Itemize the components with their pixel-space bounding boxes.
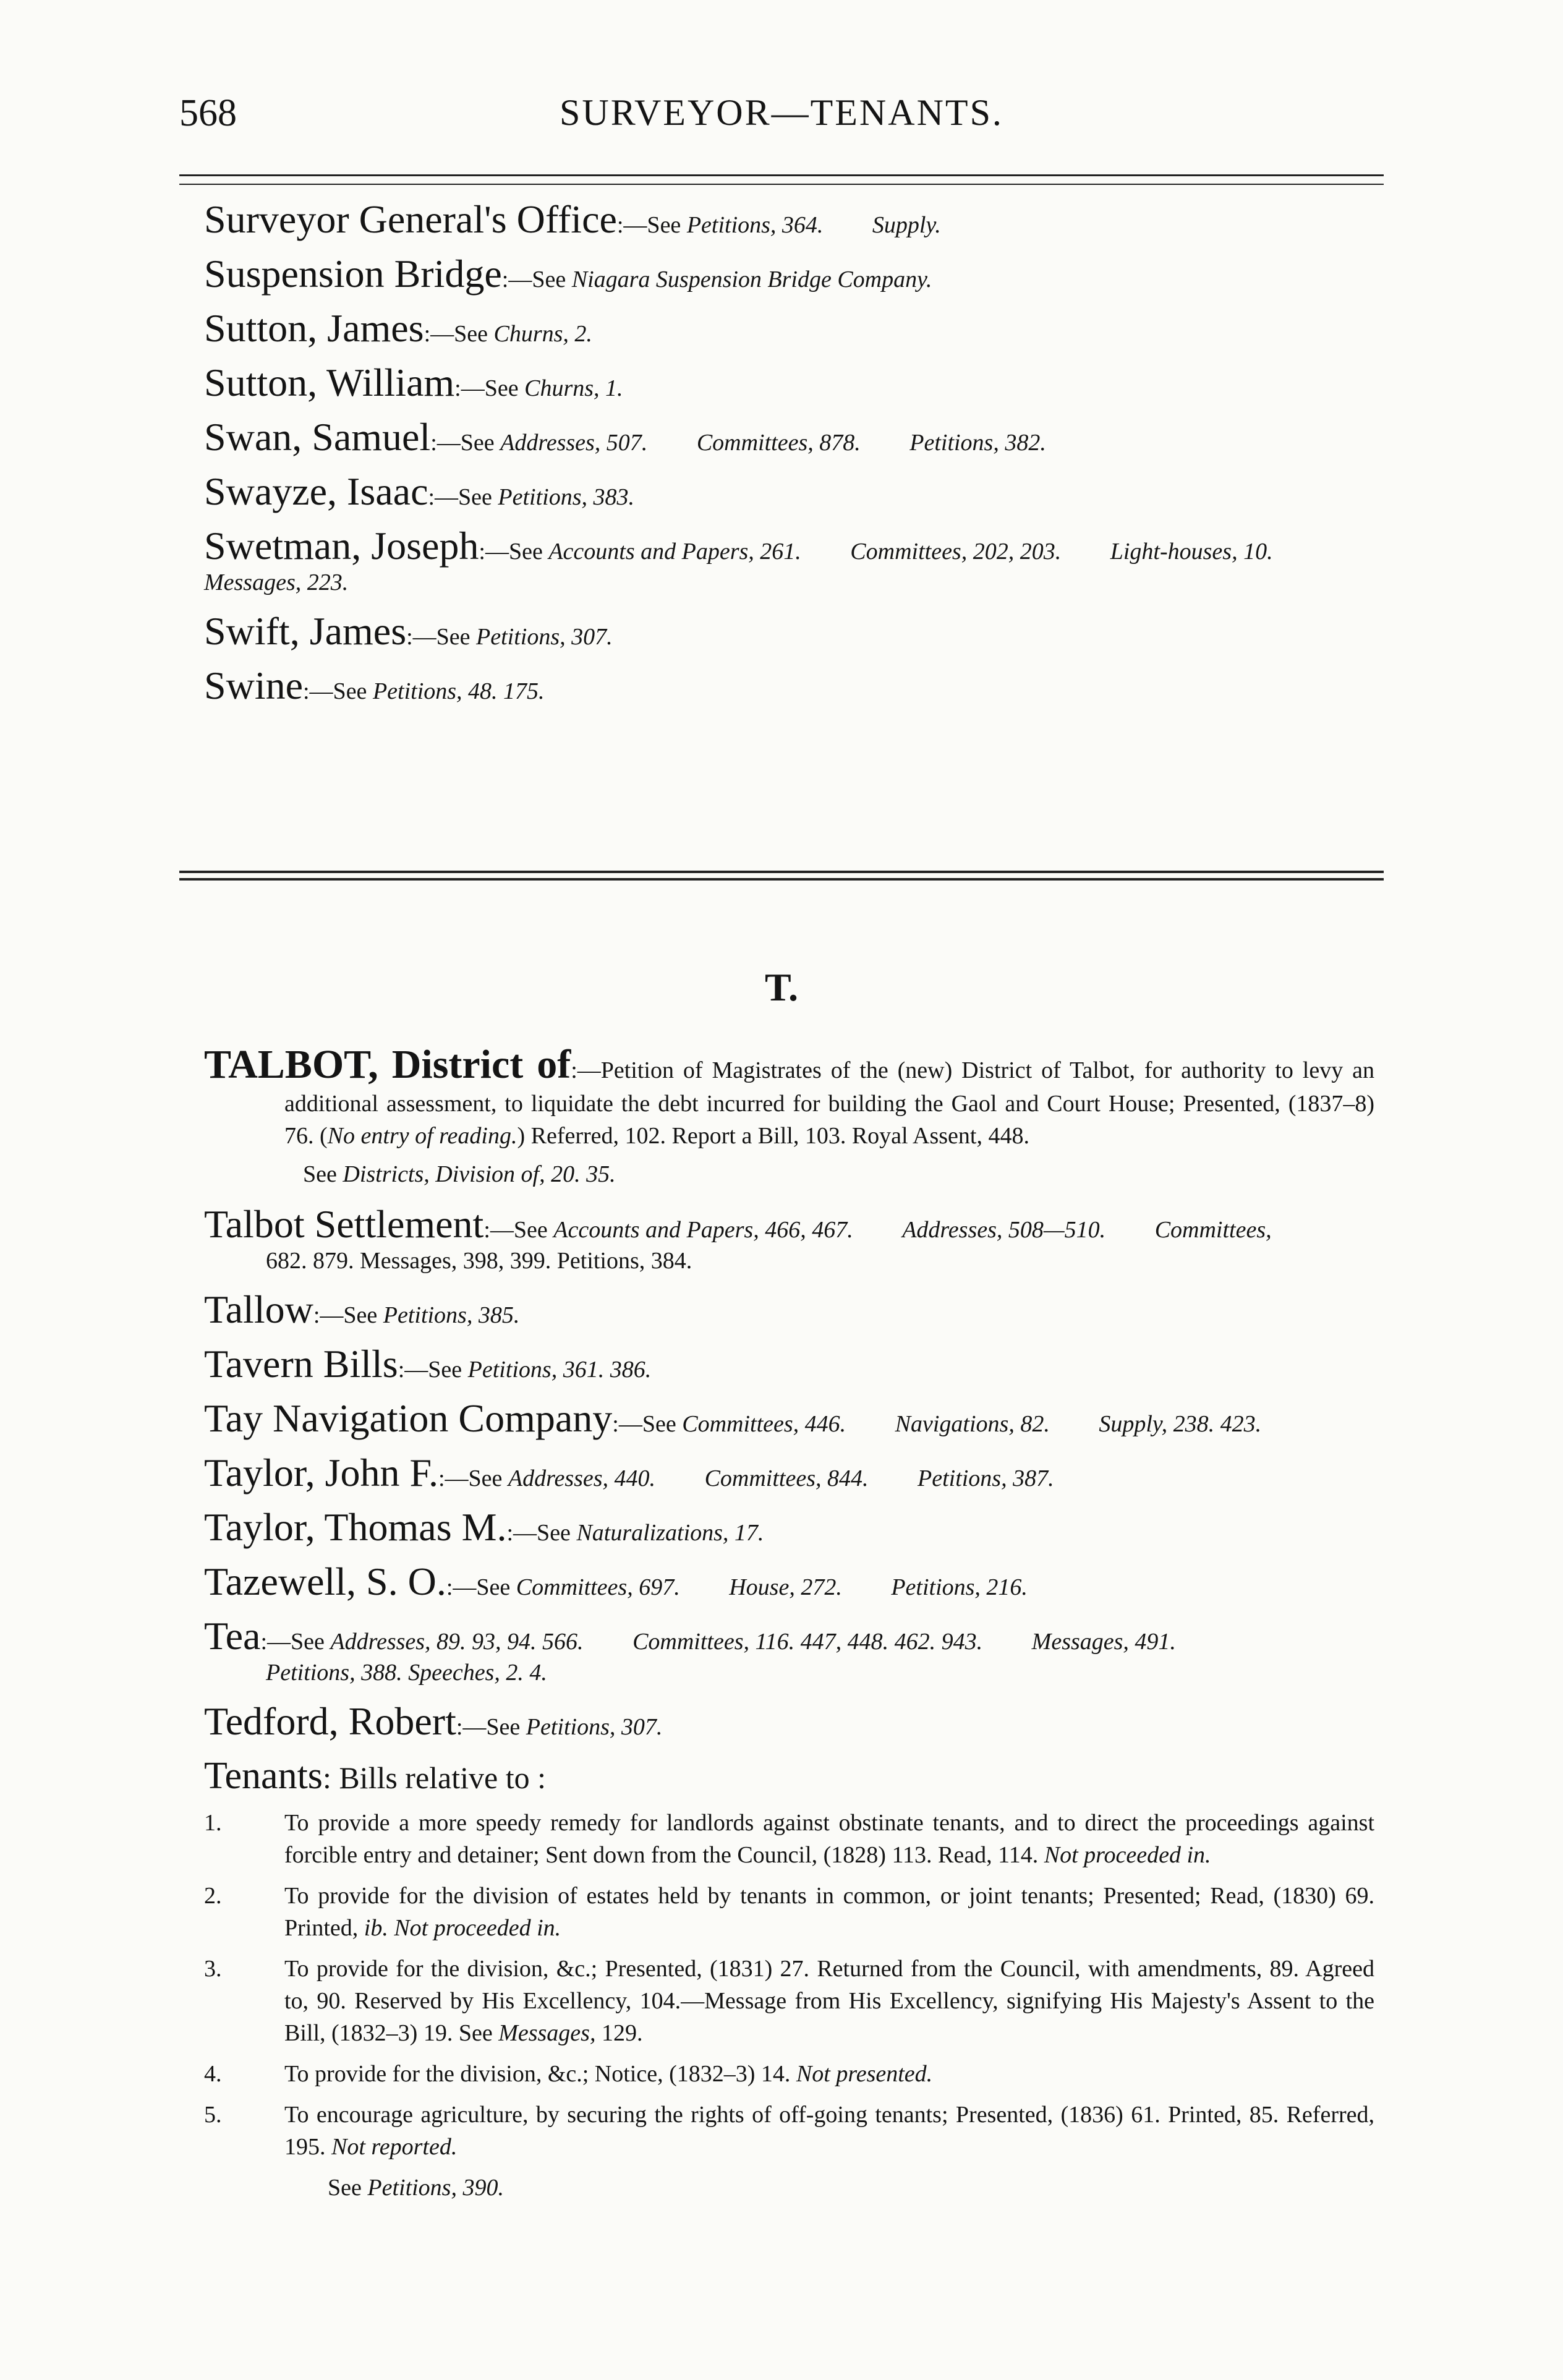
entry-ref: Petitions, 390. [367,2175,504,2201]
index-entry [204,1613,1374,1690]
see-label: :—See [438,1465,503,1491]
entry-head: Swine [204,663,303,707]
index-entry [204,1341,1374,1387]
index-entry [204,414,1374,460]
entry-text: ) Referred, 102. Report a Bill, 103. Royal Assent, 448. [517,1123,1029,1149]
see-label: :—See [398,1357,462,1383]
entry-ref: Petitions, 307. [526,1714,663,1740]
entry-ref: Petitions, 387. [918,1465,1054,1491]
bill-text: To provide for the division of estates held by tenants in common, or joint tenants; Presented; Read, (1830) 69. Printed, [284,1883,1374,1941]
bill-number: 4. [204,2061,222,2087]
tenants-entry-head [204,1753,1374,1801]
index-entry [204,305,1374,351]
bill-item [204,1880,1374,1944]
see-label: :—See [479,539,543,565]
entry-head: Swetman, Joseph [204,524,479,568]
entry-ref: Addresses, 440. [508,1465,656,1491]
bill-item [204,1953,1374,2049]
section-rule [179,871,1384,881]
entry-ref: Committees, 844. [704,1465,869,1491]
see-label: :—See [501,267,566,292]
index-entry [204,360,1374,406]
entry-ref: Supply. [872,212,941,238]
entry-head: Suspension Bridge [204,252,502,296]
entry-ref: House, 272. [729,1574,842,1600]
entry-ref: Addresses, 89. 93, 94. 566. [330,1629,584,1655]
index-entry [204,469,1374,514]
bill-italic: ib. Not proceeded in. [364,1915,561,1941]
see-label: See [328,2175,362,2201]
entry-ref: Messages, 491. [1031,1629,1176,1655]
see-label: :—See [616,212,681,238]
entry-head: Surveyor General's Office [204,197,617,241]
entry-ref: Petitions, 48. 175. [372,678,545,704]
bill-italic: Messages, [498,2020,596,2046]
letter-heading: T. [765,965,798,1009]
entry-ref: Petitions, 361. 386. [467,1357,652,1383]
entry-ref: Committees, 697. [516,1574,680,1600]
see-also-line [204,1158,1374,1190]
entry-ref: Petitions, 216. [891,1574,1028,1600]
page-number: 568 [179,92,237,134]
entry-head: Taylor, Thomas M. [204,1505,507,1549]
entry-continuation: 682. 879. Messages, 398, 399. Petitions, 384. [266,1248,692,1274]
entry-ref: Petitions, 383. [498,484,635,510]
entry-ref: Light-houses, 10. [1110,539,1273,565]
see-label: :—See [428,484,492,510]
see-label: :—See [424,321,488,347]
see-label: :—See [260,1629,325,1655]
entry-head: Swayze, Isaac [204,469,428,513]
entry-ref: Committees, [1154,1217,1272,1243]
see-label: :—See [612,1411,676,1437]
entries-t [204,1042,1374,2204]
entry-head: Swan, Samuel [204,415,431,459]
entry-ref: Committees, 202, 203. [850,539,1062,565]
see-label: :—See [406,624,471,650]
entry-ref: Committees, 878. [696,430,861,456]
entry-head: Tedford, Robert [204,1699,456,1743]
index-entry [204,251,1374,297]
entry-head: Tay Navigation Company [204,1396,613,1440]
index-entry [204,1450,1374,1496]
bill-text: To provide for the division, &c.; Presented, (1831) 27. Returned from the Council, with amendments, 89. Agreed to, 90. Reserved by His Excellency, 104.—Message from His Excellency, signifying His Majesty's Assent to the Bill, (1832–3) 19. See [284,1956,1374,2046]
entry-continuation: Messages, 223. [204,569,349,595]
entry-head: Taylor, John F. [204,1451,438,1495]
entry-head: Talbot Settlement [204,1202,484,1246]
entry-ref: Churns, 2. [493,321,592,347]
entry-ref: Addresses, 508—510. [902,1217,1106,1243]
entry-ref: Addresses, 507. [500,430,648,456]
index-entry [204,523,1374,600]
index-entry [204,1504,1374,1550]
index-entry [204,1201,1374,1278]
index-entry [204,608,1374,654]
bill-text: To encourage agriculture, by securing the rights of off-going tenants; Presented, (1836) 61. Printed, 85. Referred, 195. [284,2102,1374,2160]
see-label: :—See [430,430,495,456]
bill-item [204,1807,1374,1871]
see-also-line [204,2172,1374,2204]
entry-head: Tazewell, S. O. [204,1559,446,1603]
entry-ref: Accounts and Papers, 261. [548,539,801,565]
index-entry [204,197,1374,242]
entry-ref: Committees, 116. 447, 448. 462. 943. [632,1629,983,1655]
bill-tail: 129. [595,2020,643,2046]
see-label: See [303,1161,337,1187]
index-entry [204,1699,1374,1744]
bill-item [204,2099,1374,2163]
header-rule [179,174,1384,185]
bill-italic: Not proceeded in. [1044,1842,1211,1868]
entry-head: Tenants [204,1755,323,1797]
entry-text: :—Petition of Magistrates of the (new) District of Talbot, for authority to levy an additional assessment, to liquidate the debt incurred for building the Gaol and Court House; Presented, (1837–8) 76. ( [284,1057,1374,1149]
see-label: :—See [303,678,367,704]
bill-number: 5. [204,2102,222,2128]
entry-ref: Accounts and Papers, 466, 467. [553,1217,853,1243]
entry-ref: Petitions, 364. [686,212,824,238]
entry-italic: No entry of reading. [327,1123,517,1149]
entry-head: Sutton, William [204,360,455,404]
bill-number: 3. [204,1956,222,1982]
bill-italic: Not presented. [796,2061,933,2087]
entry-head: TALBOT, District of [204,1042,571,1087]
see-label: :—See [456,1714,521,1740]
entry-ref: Supply, 238. 423. [1099,1411,1262,1437]
see-label: :—See [446,1574,511,1600]
entry-head: Tallow [204,1287,313,1331]
entry-ref: Petitions, 382. [909,430,1046,456]
see-label: :—See [313,1302,378,1328]
index-entry [204,1287,1374,1333]
bill-text: To provide for the division, &c.; Notice, (1832–3) 14. [284,2061,796,2087]
entry-subhead: : Bills relative to : [322,1760,546,1795]
index-entry [204,663,1374,709]
entry-ref: Naturalizations, 17. [576,1520,764,1546]
entry-ref: Committees, 446. [682,1411,846,1437]
bill-item [204,2058,1374,2090]
entry-head: Swift, James [204,609,407,653]
entry-continuation: Petitions, 388. Speeches, 2. 4. [266,1660,547,1686]
bill-text: To provide a more speedy remedy for landlords against obstinate tenants, and to direct the proceedings against forcible entry and detainer; Sent down from the Council, (1828) 113. Read, 114. [284,1810,1374,1868]
entry-ref: Petitions, 307. [476,624,613,650]
bill-number: 1. [204,1810,222,1836]
index-entry [204,1559,1374,1605]
see-label: :—See [483,1217,548,1243]
index-entry [204,1396,1374,1441]
entries-s [204,197,1374,717]
see-label: :—See [506,1520,571,1546]
entry-head: Tea [204,1614,261,1658]
entry-head: Sutton, James [204,306,424,350]
bill-number: 2. [204,1883,222,1909]
bill-italic: Not reported. [331,2134,458,2160]
entry-head: Tavern Bills [204,1342,398,1386]
entry-ref: Navigations, 82. [895,1411,1050,1437]
entry-ref: Churns, 1. [524,375,623,401]
running-title: SURVEYOR—TENANTS. [560,92,1003,133]
talbot-entry [204,1042,1374,1152]
entry-ref: Districts, Division of, 20. 35. [343,1161,616,1187]
see-label: :—See [454,375,519,401]
running-head [179,92,1384,141]
entry-ref: Petitions, 385. [383,1302,520,1328]
entry-ref: Niagara Suspension Bridge Company. [571,267,932,292]
